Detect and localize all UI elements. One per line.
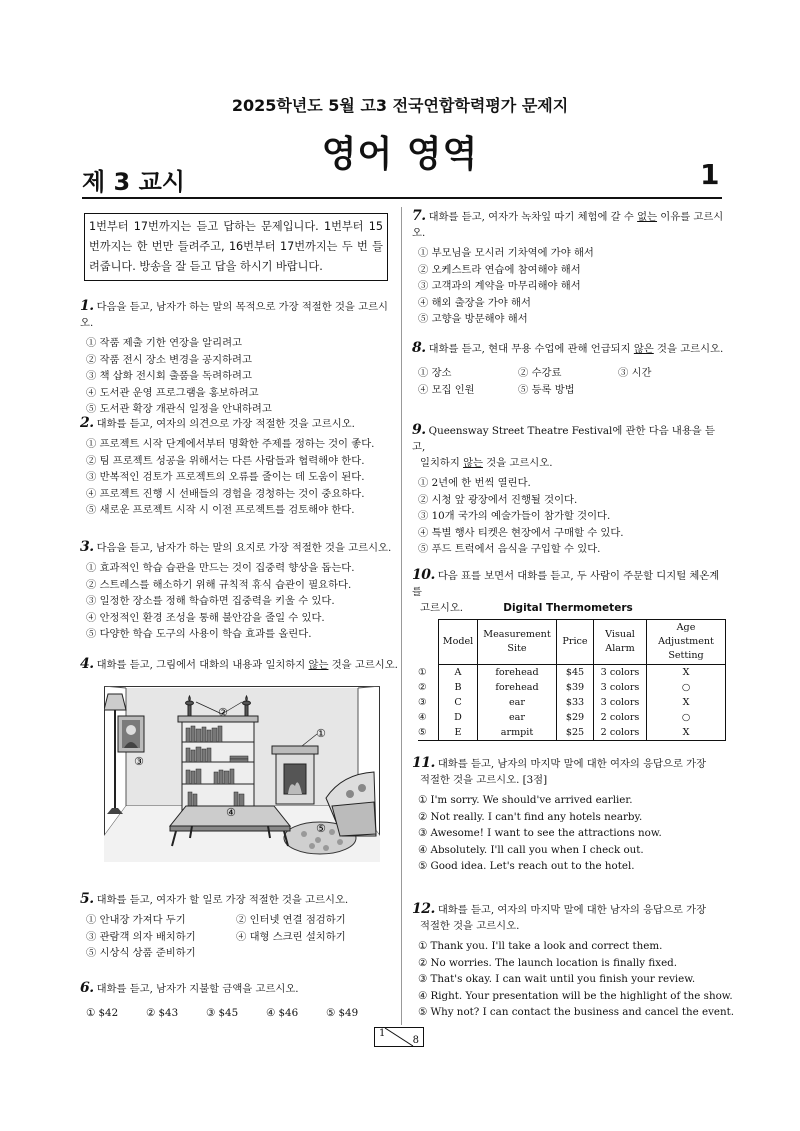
option[interactable]: ③ Awesome! I want to see the attractions now. [418,827,662,840]
site-cell: ear [478,695,557,710]
question-stem: 다음 표를 보면서 대화를 듣고, 두 사람이 주문할 디지털 체온계를 [412,570,720,598]
picture-label-4: ④ [226,806,236,819]
question-number: 2. [80,415,94,431]
question-5 [80,891,398,962]
question-stem: 대화를 듣고, 남자의 마지막 말에 대한 여자의 응답으로 가장 [437,758,707,770]
price-cell: $33 [557,695,594,710]
option-list [418,475,724,558]
model-cell: E [439,725,478,741]
age-setting-cell: ○ [647,680,726,695]
question-stem: 대화를 듣고, 여자의 마지막 말에 대한 남자의 응답으로 가장 [437,904,707,916]
option[interactable]: ① Thank you. I'll take a look and correct them. [418,940,663,952]
question-stem-end: 것을 고르시오. [653,343,724,355]
table-header-cell: Visual Alarm [594,620,647,665]
question-stem: 대화를 듣고, 남자가 지불할 금액을 고르시오. [96,983,299,995]
option[interactable]: ① I'm sorry. We should've arrived earlier. [418,794,633,806]
question-stem: 대화를 듣고, 그림에서 대화의 내용과 일치하지 [96,659,309,671]
column-divider [401,207,402,1025]
option[interactable]: ③ 고객과의 계약을 마무리해야 해서 [418,280,581,293]
total-pages: 8 [412,1035,419,1046]
option[interactable]: ② 작품 전시 장소 변경을 공지하려고 [86,353,252,366]
question-number: 7. [412,208,426,224]
subject-title: 영어 영역 [321,134,479,175]
option[interactable]: ⑤ 고향을 방문해야 해서 [418,313,528,326]
question-stem-line2: 적절한 것을 고르시오. [3점] [420,774,548,786]
option[interactable]: ③ 책 삽화 전시회 출품을 독려하려고 [86,370,252,383]
option[interactable]: ① 2년에 한 번씩 열린다. [418,477,531,489]
question-6 [80,980,398,1022]
option[interactable]: ② 시청 앞 광장에서 진행될 것이다. [418,493,578,506]
question-number: 12. [412,901,435,917]
table-header-cell: Price [557,620,594,665]
option[interactable]: ② 수강료 [518,367,562,379]
price-cell: $29 [557,710,594,725]
option[interactable]: ① 효과적인 학습 습관을 만드는 것이 집중력 향상을 돕는다. [86,562,355,574]
option[interactable]: ⑤ $49 [326,1007,359,1019]
option-mark: ② [418,682,427,693]
table-row[interactable] [418,680,726,695]
option[interactable]: ⑤ 시상식 상품 준비하기 [86,947,196,960]
question-number: 8. [412,340,426,356]
period-label: 제 3 교시 [82,168,185,196]
option-list [86,560,398,643]
picture-label-1: ① [316,727,326,740]
question-stem: 대화를 듣고, 여자가 녹차잎 따기 체험에 갈 수 [428,211,638,223]
option-mark: ⑤ [418,725,439,741]
question-7 [412,208,724,328]
site-cell: armpit [478,725,557,741]
thermometer-table [418,619,726,741]
model-cell: D [439,710,478,725]
picture-label-3: ③ [134,755,144,768]
option[interactable]: ② 스트레스를 해소하기 위해 규칙적 휴식 습관이 필요하다. [86,578,352,591]
question-number: 4. [80,656,94,672]
site-cell: ear [478,710,557,725]
option[interactable]: ④ 특별 행사 티켓은 현장에서 구매할 수 있다. [418,526,624,539]
option[interactable]: ① 작품 제출 기한 연장을 알리려고 [86,337,242,349]
site-cell: forehead [478,680,557,695]
question-number: 5. [80,891,94,907]
option[interactable]: ③ 시간 [618,367,652,379]
table-header-cell: Measurement Site [478,620,557,665]
question-stem: 다음을 듣고, 남자가 하는 말의 목적으로 가장 적절한 것을 고르시오. [80,301,388,329]
underlined-word: 않은 [633,343,654,355]
option[interactable]: ② 인터넷 연결 점검하기 [236,914,346,926]
underlined-word: 없는 [637,211,658,223]
price-cell: $45 [557,665,594,681]
age-setting-cell: X [647,725,726,741]
age-setting-cell: X [647,665,726,681]
question-4 [80,656,398,673]
question-stem-line2: 고르시오. [420,602,464,614]
option-list [86,912,398,962]
mark-header-cell [418,620,439,665]
question-8 [412,340,724,398]
question-stem-end: 이유를 고르시오. [412,211,724,239]
question-number: 9. [412,422,426,438]
question-stem: 대화를 듣고, 여자가 할 일로 가장 적절한 것을 고르시오. [96,894,349,906]
fireplace [272,746,318,804]
option[interactable]: ② No worries. The launch location is finally fixed. [418,956,678,969]
option[interactable]: ③ 10개 국가의 예술가들이 참가할 것이다. [418,510,611,523]
alarm-cell: 3 colors [594,695,647,710]
table-row[interactable] [418,695,726,710]
option[interactable]: ④ 해외 출장을 가야 해서 [418,296,531,309]
price-cell: $39 [557,680,594,695]
model-cell: A [439,665,478,681]
site-cell: forehead [478,665,557,681]
question-number: 1. [80,298,94,314]
option[interactable]: ⑤ 도서관 확장 개관식 일정을 안내하려고 [86,403,272,416]
option-list [86,335,398,418]
question-stem-end: 것을 고르시오. [328,659,398,671]
question-11 [412,755,724,875]
question-number: 6. [80,980,94,996]
option-mark: ③ [418,697,427,708]
option[interactable]: ⑤ Why not? I can contact the business and cancel the event. [418,1006,735,1019]
option[interactable]: ① 장소 [418,367,452,379]
alarm-cell: 3 colors [594,665,647,681]
option[interactable]: ② Not really. I can't find any hotels nearby. [418,810,643,823]
question-stem-end: 것을 고르시오. [482,457,553,469]
option[interactable]: ② 오케스트라 연습에 참여해야 해서 [418,263,581,276]
option-mark: ④ [418,712,427,723]
table-header-cell: Model [439,620,478,665]
table-row[interactable] [418,665,726,681]
option-list [418,365,724,398]
table-title: Digital Thermometers [503,602,633,614]
current-page: 1 [379,1028,386,1039]
option[interactable]: ⑤ 등록 방법 [518,383,575,396]
option[interactable]: ④ 안정적인 환경 조성을 통해 불안감을 줄일 수 있다. [86,611,325,624]
question-stem: Queensway Street Theatre Festival에 관한 다음 내용을 듣고, [412,425,715,453]
question-9 [412,422,724,558]
page-number: 1 [700,158,720,191]
option[interactable]: ① 부모님을 모시러 기차역에 가야 해서 [418,247,594,259]
question-number: 11. [412,755,435,771]
price-cell: $25 [557,725,594,741]
question-stem: 다음을 듣고, 남자가 하는 말의 요지로 가장 적절한 것을 고르시오. [96,542,392,554]
option[interactable]: ④ $46 [266,1007,299,1019]
listening-notice: 1번부터 17번까지는 듣고 답하는 문제입니다. 1번부터 15번까지는 한 번만 들려주고, 16번부터 17번까지는 두 번 들려줍니다. 방송을 잘 듣고 답을 하시기 바랍니다. [84,213,388,281]
picture-label-2: ② [218,706,228,719]
option[interactable]: ③ 반복적인 검토가 프로젝트의 오류를 줄이는 데 도움이 된다. [86,471,365,484]
question-stem: 대화를 듣고, 여자의 의견으로 가장 적절한 것을 고르시오. [96,418,355,430]
header-rule [82,197,722,199]
underlined-word: 않는 [308,659,329,671]
option[interactable]: ⑤ Good idea. Let's reach out to the hotel. [418,860,635,873]
question-number: 3. [80,539,94,555]
question-stem-line2: 적절한 것을 고르시오. [420,920,520,932]
question-1 [80,298,398,418]
bookshelf [178,716,258,812]
age-setting-cell: X [647,695,726,710]
option[interactable]: ④ 모집 인원 [418,383,475,396]
option[interactable]: ④ 프로젝트 진행 시 선배들의 경험을 경청하는 것이 중요하다. [86,487,365,500]
option[interactable]: ② $43 [146,1007,179,1019]
option[interactable]: ④ Absolutely. I'll call you when I check out. [418,843,644,856]
alarm-cell: 2 colors [594,710,647,725]
living-room-picture [104,686,380,862]
option-list [418,938,735,1021]
table-header-row [418,620,726,665]
question-2 [80,415,398,519]
question-12 [412,901,735,1021]
option[interactable]: ③ 관람객 의자 배치하기 [86,930,196,943]
option[interactable]: ① $42 [86,1007,119,1019]
option[interactable]: ③ $45 [206,1007,239,1019]
underlined-word: 않는 [463,457,483,469]
option[interactable]: ⑤ 새로운 프로젝트 시작 시 이전 프로젝트를 검토해야 한다. [86,504,355,517]
option-list [418,245,724,328]
model-cell: B [439,680,478,695]
table-row[interactable] [418,725,726,741]
alarm-cell: 2 colors [594,725,647,741]
option[interactable]: ④ 대형 스크린 설치하기 [236,930,346,943]
option[interactable]: ① 프로젝트 시작 단계에서부터 명확한 주제를 정하는 것이 좋다. [86,438,375,450]
option[interactable]: ⑤ 다양한 학습 도구의 사용이 학습 효과를 올린다. [86,628,312,641]
alarm-cell: 3 colors [594,680,647,695]
option[interactable]: ⑤ 푸드 트럭에서 음식을 구입할 수 있다. [418,543,601,556]
option-list [86,436,398,519]
option-list [86,1005,398,1022]
question-number: 10. [412,567,435,583]
model-cell: C [439,695,478,710]
option-mark: ① [418,666,427,678]
option[interactable]: ① 안내장 가져다 두기 [86,914,186,926]
table-row[interactable] [418,710,726,725]
room-illustration [104,686,380,862]
option[interactable]: ③ That's okay. I can wait until you finish your review. [418,973,696,986]
page-indicator [374,1027,424,1047]
portrait-frame [118,716,144,752]
option[interactable]: ③ 일정한 장소를 정해 학습하면 집중력을 키울 수 있다. [86,595,335,608]
option[interactable]: ④ 도서관 운영 프로그램을 홍보하려고 [86,386,259,399]
question-stem: 대화를 듣고, 현대 무용 수업에 관해 언급되지 [428,343,634,355]
option[interactable]: ② 팀 프로젝트 성공을 위해서는 다른 사람들과 협력해야 한다. [86,454,365,467]
exam-title: 2025학년도 5월 고3 전국연합학력평가 문제지 [231,96,569,115]
option-list [418,792,724,875]
table-header-cell: Age Adjustment Setting [647,620,726,665]
option[interactable]: ④ Right. Your presentation will be the highlight of the show. [418,989,733,1002]
picture-label-5: ⑤ [316,822,326,835]
age-setting-cell: ○ [647,710,726,725]
question-3 [80,539,398,643]
question-stem-line2: 일치하지 [420,457,464,469]
